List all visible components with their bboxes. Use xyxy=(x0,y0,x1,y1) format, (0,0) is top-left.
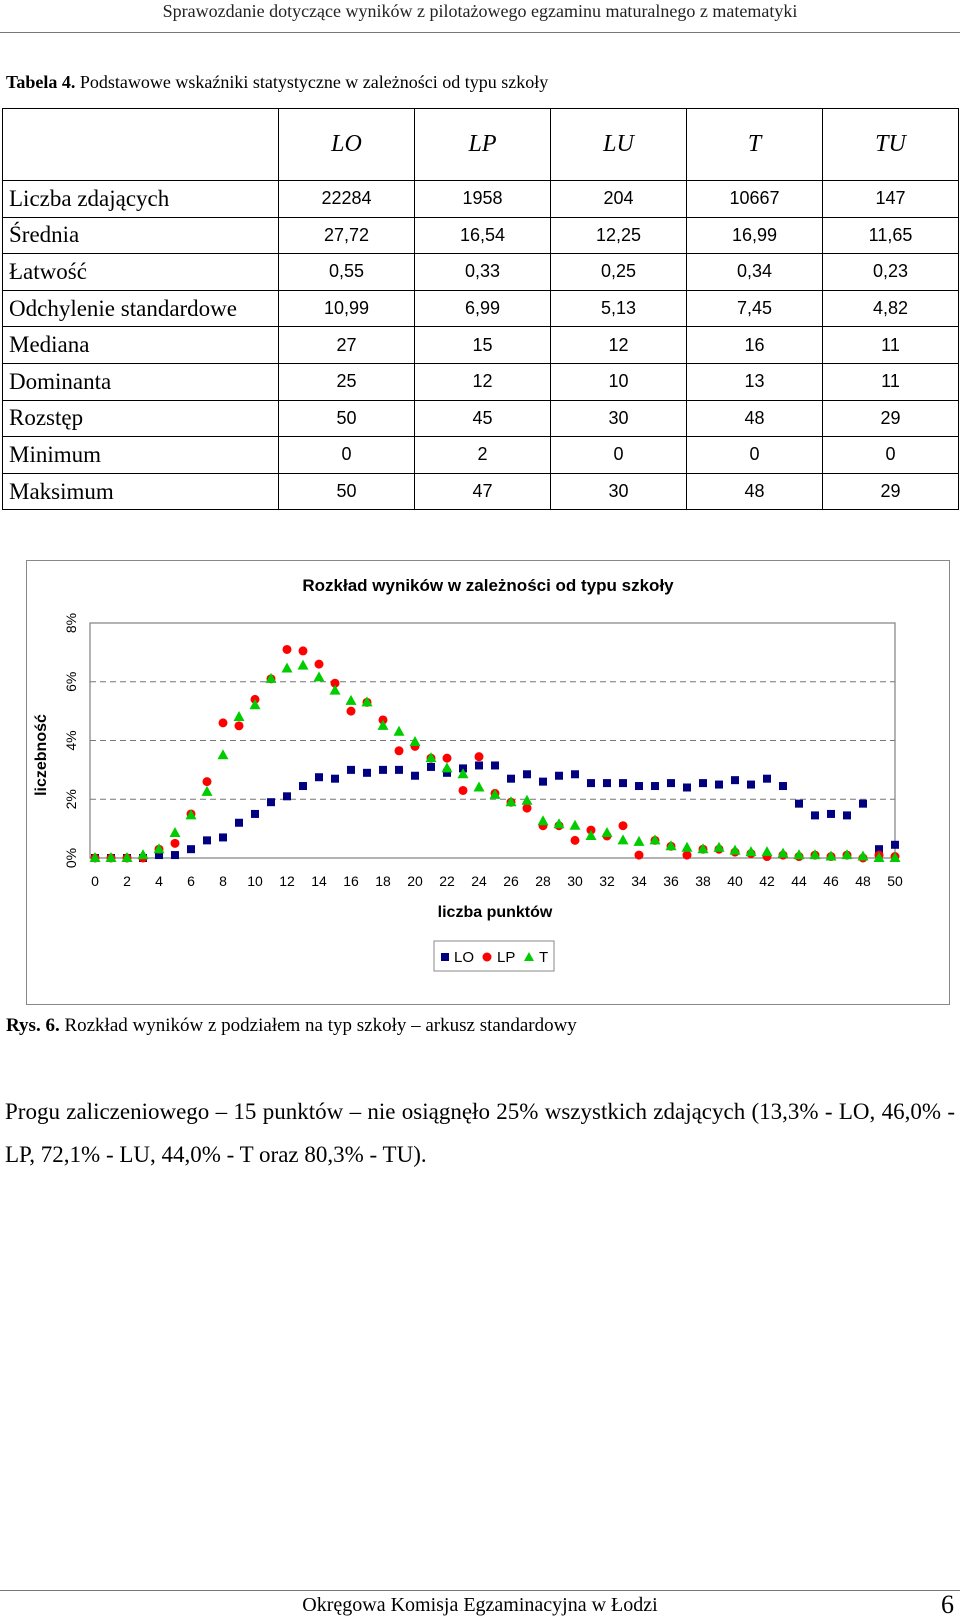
data-point-lo xyxy=(315,773,323,781)
page-number: 6 xyxy=(941,1590,954,1619)
table-cell: 10 xyxy=(551,363,687,400)
table-cell: 16,99 xyxy=(687,217,823,254)
table-row xyxy=(3,437,959,474)
table-cell: 11 xyxy=(823,327,959,364)
table-row xyxy=(3,363,959,400)
legend-marker-lo xyxy=(441,953,449,961)
data-point-lo xyxy=(379,766,387,774)
data-point-lp xyxy=(683,851,692,860)
data-point-lo xyxy=(571,770,579,778)
page-header-title: Sprawozdanie dotyczące wyników z pilotażowego egzaminu maturalnego z matematyki xyxy=(162,1,798,21)
x-tick-label: 26 xyxy=(503,873,519,889)
row-label: Liczba zdających xyxy=(3,181,279,218)
data-point-lp xyxy=(203,777,212,786)
legend-box xyxy=(434,941,554,971)
table-cell: 147 xyxy=(823,181,959,218)
data-point-lo xyxy=(747,781,755,789)
data-point-lp xyxy=(459,786,468,795)
table-cell: 16,54 xyxy=(415,217,551,254)
table-row xyxy=(3,290,959,327)
data-point-lo xyxy=(731,776,739,784)
x-tick-label: 10 xyxy=(247,873,263,889)
x-tick-label: 50 xyxy=(887,873,903,889)
data-point-lo xyxy=(635,782,643,790)
column-header: LO xyxy=(279,109,415,181)
data-point-lo xyxy=(555,772,563,780)
data-point-lo xyxy=(683,784,691,792)
data-point-lp xyxy=(283,645,292,654)
results-distribution-chart xyxy=(27,561,949,1004)
x-tick-label: 24 xyxy=(471,873,487,889)
table-cell: 0,25 xyxy=(551,254,687,291)
data-point-lo xyxy=(827,810,835,818)
data-point-lo xyxy=(811,811,819,819)
legend-label-lo: LO xyxy=(454,949,475,966)
table-cell: 48 xyxy=(687,400,823,437)
chart-title: Rozkład wyników w zależności od typu szkoły xyxy=(302,576,674,595)
data-point-lo xyxy=(587,779,595,787)
table-cell: 6,99 xyxy=(415,290,551,327)
x-tick-label: 8 xyxy=(219,873,227,889)
y-tick-label: 8% xyxy=(63,612,79,634)
table-corner-cell xyxy=(3,109,279,181)
data-point-lo xyxy=(843,811,851,819)
data-point-lo xyxy=(795,800,803,808)
table-row xyxy=(3,217,959,254)
row-label: Średnia xyxy=(3,217,279,254)
x-tick-label: 30 xyxy=(567,873,583,889)
data-point-lo xyxy=(507,775,515,783)
data-point-lp xyxy=(347,707,356,716)
x-tick-label: 4 xyxy=(155,873,163,889)
data-point-lo xyxy=(859,800,867,808)
x-tick-label: 34 xyxy=(631,873,647,889)
data-point-lo xyxy=(491,761,499,769)
y-tick-label: 0% xyxy=(63,847,79,869)
legend-marker-lp xyxy=(483,953,492,962)
statistics-table xyxy=(2,108,959,510)
table-cell: 12 xyxy=(551,327,687,364)
table-cell: 16 xyxy=(687,327,823,364)
table-cell: 25 xyxy=(279,363,415,400)
y-axis-label: liczebność xyxy=(33,714,50,796)
x-tick-label: 32 xyxy=(599,873,615,889)
row-label: Maksimum xyxy=(3,473,279,510)
table-row xyxy=(3,327,959,364)
table-cell: 12 xyxy=(415,363,551,400)
x-tick-label: 46 xyxy=(823,873,839,889)
data-point-lo xyxy=(203,836,211,844)
column-header: TU xyxy=(823,109,959,181)
x-tick-label: 12 xyxy=(279,873,295,889)
table-header-row xyxy=(3,109,959,181)
table-caption xyxy=(6,72,548,93)
table-cell: 10,99 xyxy=(279,290,415,327)
table-cell: 7,45 xyxy=(687,290,823,327)
table-cell: 11 xyxy=(823,363,959,400)
legend-label-t: T xyxy=(539,949,549,966)
data-point-lp xyxy=(171,839,180,848)
data-point-lp xyxy=(315,660,324,669)
data-point-lp xyxy=(395,746,404,755)
row-label: Łatwość xyxy=(3,254,279,291)
table-cell: 22284 xyxy=(279,181,415,218)
table-cell: 12,25 xyxy=(551,217,687,254)
table-cell: 5,13 xyxy=(551,290,687,327)
data-point-lo xyxy=(539,778,547,786)
x-tick-label: 44 xyxy=(791,873,807,889)
x-tick-label: 20 xyxy=(407,873,423,889)
table-cell: 1958 xyxy=(415,181,551,218)
data-point-lp xyxy=(619,821,628,830)
column-header: LU xyxy=(551,109,687,181)
legend-label-lp: LP xyxy=(497,949,516,966)
data-point-lo xyxy=(283,792,291,800)
x-tick-label: 48 xyxy=(855,873,871,889)
data-point-lo xyxy=(699,779,707,787)
data-point-lp xyxy=(475,752,484,761)
data-point-lo xyxy=(715,781,723,789)
x-tick-label: 14 xyxy=(311,873,327,889)
table-body xyxy=(3,181,959,510)
row-label: Rozstęp xyxy=(3,400,279,437)
row-label: Dominanta xyxy=(3,363,279,400)
table-caption-text: Podstawowe wskaźniki statystyczne w zależności od typu szkoły xyxy=(75,72,549,92)
data-point-lp xyxy=(299,646,308,655)
data-point-lp xyxy=(235,721,244,730)
table-cell: 45 xyxy=(415,400,551,437)
data-point-lo xyxy=(667,779,675,787)
data-point-lp xyxy=(523,804,532,813)
table-cell: 27,72 xyxy=(279,217,415,254)
x-tick-label: 2 xyxy=(123,873,131,889)
body-paragraph: Progu zaliczeniowego – 15 punktów – nie osiągnęło 25% wszystkich zdających (13,3% - LO, 46,0% - LP, 72,1% - LU, 44,0% - T oraz 80,3% - TU). xyxy=(5,1099,955,1167)
table-cell: 27 xyxy=(279,327,415,364)
table-cell: 0 xyxy=(687,437,823,474)
table-cell: 204 xyxy=(551,181,687,218)
table-cell: 29 xyxy=(823,473,959,510)
table-cell: 0,34 xyxy=(687,254,823,291)
table-cell: 10667 xyxy=(687,181,823,218)
table-cell: 13 xyxy=(687,363,823,400)
column-header: LP xyxy=(415,109,551,181)
row-label: Minimum xyxy=(3,437,279,474)
x-tick-label: 16 xyxy=(343,873,359,889)
data-point-lo xyxy=(347,766,355,774)
table-row xyxy=(3,473,959,510)
table-cell: 15 xyxy=(415,327,551,364)
data-point-lo xyxy=(763,775,771,783)
table-row xyxy=(3,400,959,437)
table-cell: 0,55 xyxy=(279,254,415,291)
data-point-lo xyxy=(427,763,435,771)
table-cell: 11,65 xyxy=(823,217,959,254)
y-tick-label: 2% xyxy=(63,789,79,810)
data-point-lo xyxy=(779,782,787,790)
table-cell: 30 xyxy=(551,473,687,510)
x-tick-label: 0 xyxy=(91,873,99,889)
row-label: Odchylenie standardowe xyxy=(3,290,279,327)
data-point-lo xyxy=(363,769,371,777)
row-label: Mediana xyxy=(3,327,279,364)
data-point-lp xyxy=(219,718,228,727)
data-point-lo xyxy=(475,761,483,769)
x-tick-label: 36 xyxy=(663,873,679,889)
x-axis-ticks xyxy=(91,873,903,889)
data-point-lo xyxy=(523,770,531,778)
table-cell: 50 xyxy=(279,400,415,437)
x-tick-label: 18 xyxy=(375,873,391,889)
figure-caption-label: Rys. 6. xyxy=(6,1015,60,1036)
x-tick-label: 6 xyxy=(187,873,195,889)
chart-frame xyxy=(26,560,950,1005)
table-cell: 30 xyxy=(551,400,687,437)
table-caption-label: Tabela 4. xyxy=(6,72,76,92)
table-cell: 29 xyxy=(823,400,959,437)
column-header: T xyxy=(687,109,823,181)
data-point-lo xyxy=(267,798,275,806)
data-point-lo xyxy=(171,851,179,859)
y-tick-label: 6% xyxy=(63,671,79,692)
table-cell: 50 xyxy=(279,473,415,510)
header-rule xyxy=(0,32,960,33)
x-tick-label: 38 xyxy=(695,873,711,889)
footer-organization: Okręgowa Komisja Egzaminacyjna w Łodzi xyxy=(302,1594,658,1616)
table-cell: 48 xyxy=(687,473,823,510)
table-row xyxy=(3,254,959,291)
data-point-lo xyxy=(651,782,659,790)
data-point-lo xyxy=(891,841,899,849)
data-point-lo xyxy=(603,779,611,787)
table-cell: 0,23 xyxy=(823,254,959,291)
data-point-lo xyxy=(219,833,227,841)
data-point-lo xyxy=(619,779,627,787)
table-cell: 2 xyxy=(415,437,551,474)
data-point-lo xyxy=(235,819,243,827)
x-tick-label: 28 xyxy=(535,873,551,889)
x-tick-label: 40 xyxy=(727,873,743,889)
table-cell: 0 xyxy=(279,437,415,474)
table-cell: 0 xyxy=(823,437,959,474)
page-header xyxy=(0,0,960,22)
data-point-lo xyxy=(411,772,419,780)
footer-rule xyxy=(0,1590,960,1591)
x-axis-label: liczba punktów xyxy=(437,904,553,921)
data-point-lo xyxy=(187,845,195,853)
data-point-lo xyxy=(395,766,403,774)
data-point-lo xyxy=(299,782,307,790)
table-cell: 0 xyxy=(551,437,687,474)
data-point-lo xyxy=(331,775,339,783)
table-cell: 47 xyxy=(415,473,551,510)
data-point-lp xyxy=(635,851,644,860)
data-point-lo xyxy=(251,810,259,818)
data-point-lp xyxy=(571,836,580,845)
x-tick-label: 22 xyxy=(439,873,455,889)
y-tick-label: 4% xyxy=(63,730,79,751)
figure-caption xyxy=(6,1015,577,1037)
table-cell: 0,33 xyxy=(415,254,551,291)
y-axis-ticks xyxy=(63,613,79,868)
data-point-lp xyxy=(443,754,452,763)
x-tick-label: 42 xyxy=(759,873,775,889)
figure-caption-text: Rozkład wyników z podziałem na typ szkoły – arkusz standardowy xyxy=(59,1015,577,1036)
legend xyxy=(434,941,554,971)
table-row xyxy=(3,181,959,218)
page-footer xyxy=(0,1590,960,1617)
table-cell: 4,82 xyxy=(823,290,959,327)
